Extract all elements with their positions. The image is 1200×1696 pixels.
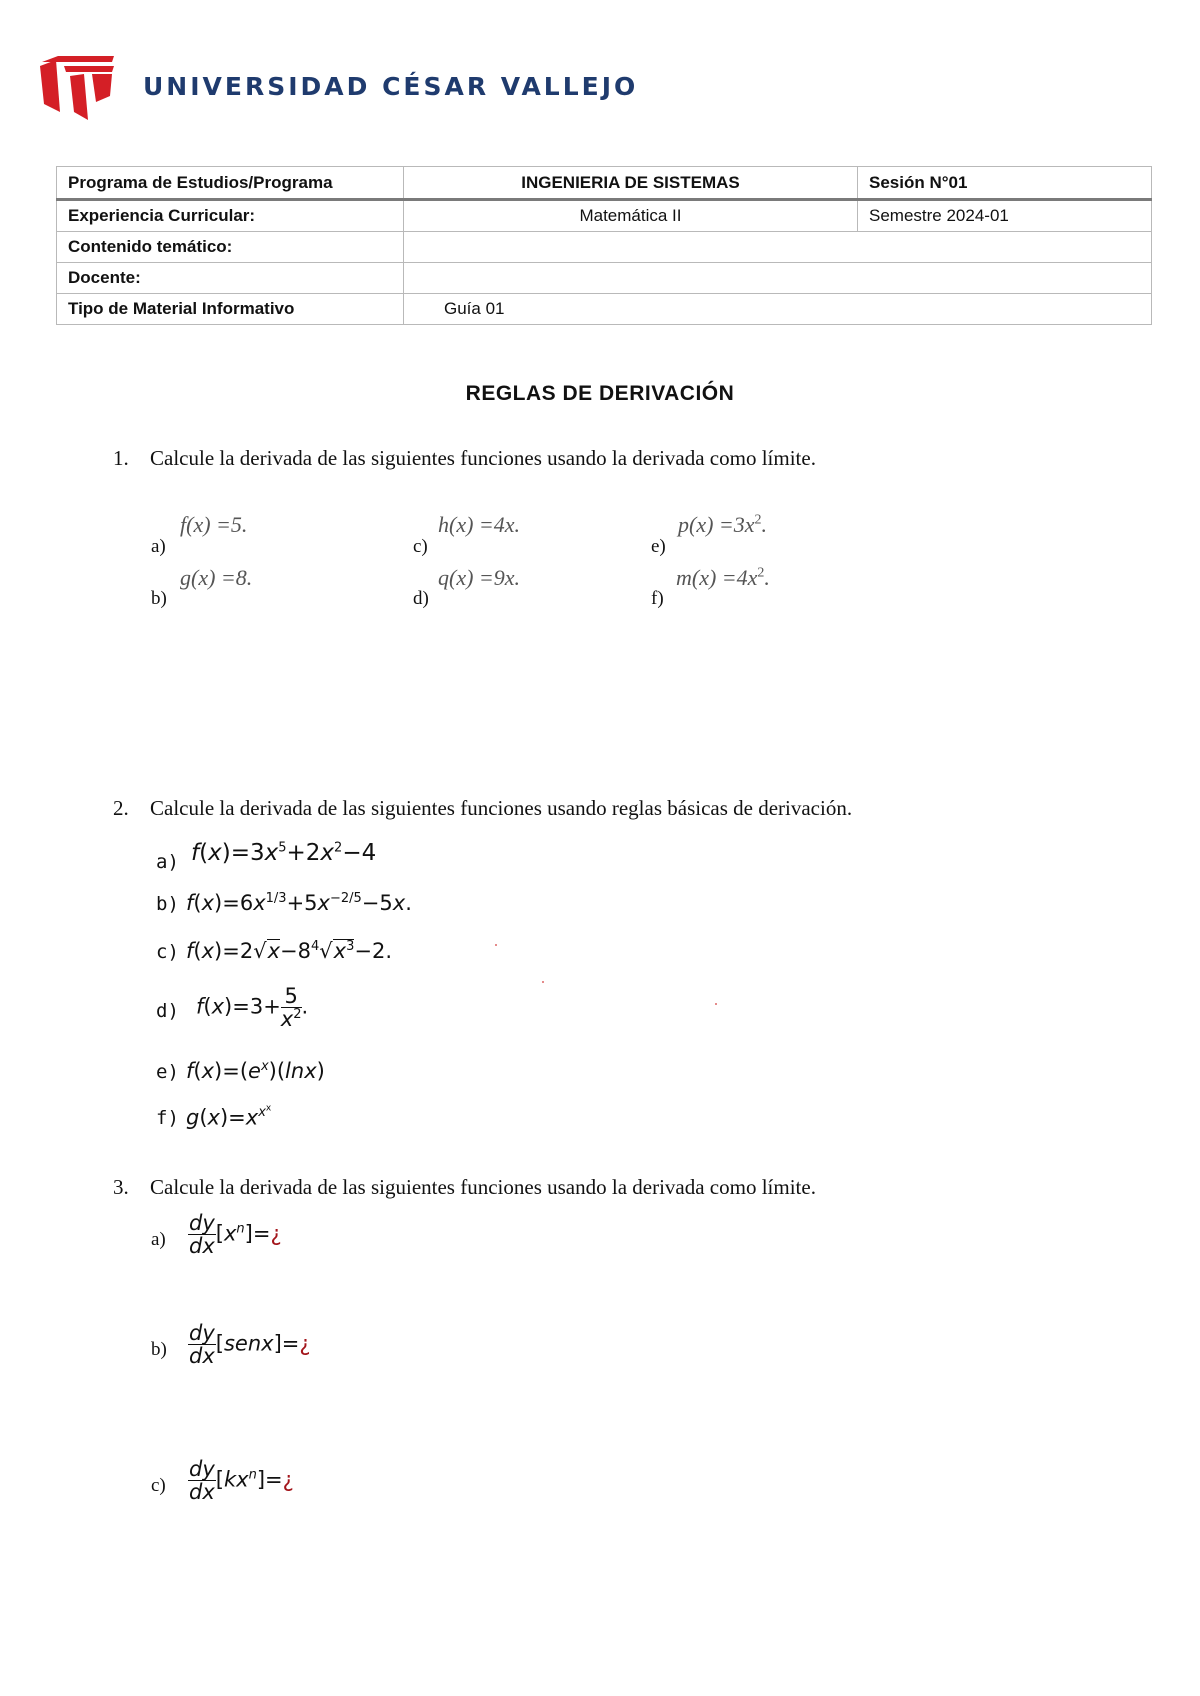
question-1 xyxy=(113,446,1013,472)
question-text: Calcule la derivada de las siguientes funciones usando la derivada como límite. xyxy=(150,446,816,470)
q2-label-b: b) xyxy=(156,893,179,915)
q2-label-d: d) xyxy=(156,1000,179,1022)
teacher-value xyxy=(404,263,1152,294)
course-value: Matemática II xyxy=(404,200,858,232)
question-text: Calcule la derivada de las siguientes funciones usando reglas básicas de derivación. xyxy=(150,796,853,820)
q1-label-b: b) xyxy=(151,588,167,609)
q2-expr-f: $g(x)=x^{x^x}$ xyxy=(186,1104,272,1130)
question-number: 1. xyxy=(113,446,129,470)
q1-label-d: d) xyxy=(413,588,429,609)
q2-label-f: f) xyxy=(156,1107,179,1129)
q3-expr-b: $\frac{dy}{dx}$ [senx]=¿ xyxy=(189,1321,311,1369)
question-text: Calcule la derivada de las siguientes funciones usando la derivada como límite. xyxy=(150,1175,816,1199)
red-dot xyxy=(495,944,497,946)
q2-expr-d: f(x)=3+ $\frac{5}{x^2}$ . xyxy=(196,984,309,1032)
q3-expr-c: $\frac{dy}{dx}$ $[kx^n]=¿$ xyxy=(189,1457,294,1505)
table-row xyxy=(57,200,1152,232)
question-2 xyxy=(113,796,1113,822)
q1-label-a: a) xyxy=(151,536,166,557)
q2-expr-c: $f(x)=2√x-8^4√x^3-2$. xyxy=(186,939,393,963)
red-dot xyxy=(542,981,544,983)
q3-label-c: c) xyxy=(151,1475,166,1496)
q1-label-e: e) xyxy=(651,536,666,557)
program-value: INGENIERIA DE SISTEMAS xyxy=(404,167,858,200)
teacher-label: Docente: xyxy=(57,263,404,294)
q1-expr-d: q(x) =9x. xyxy=(438,565,521,590)
table-row xyxy=(57,232,1152,263)
red-dot xyxy=(715,1003,717,1005)
q1-expr-c: h(x) =4x. xyxy=(438,512,521,537)
page-title: REGLAS DE DERIVACIÓN xyxy=(465,382,735,405)
content-value xyxy=(404,232,1152,263)
table-row xyxy=(57,294,1152,325)
q3-label-b: b) xyxy=(151,1339,167,1360)
question-number: 2. xyxy=(113,796,129,820)
material-value: Guía 01 xyxy=(404,294,1152,325)
content-label: Contenido temático: xyxy=(57,232,404,263)
course-info-table xyxy=(56,166,1152,325)
q1-label-f: f) xyxy=(651,588,664,609)
q1-expr-a: f(x) =5. xyxy=(180,512,248,537)
q3-label-a: a) xyxy=(151,1229,166,1250)
material-label: Tipo de Material Informativo xyxy=(57,294,404,325)
program-label: Programa de Estudios/Programa xyxy=(57,167,404,200)
session-number: Sesión N°01 xyxy=(858,167,1152,200)
semester-value: Semestre 2024-01 xyxy=(858,200,1152,232)
university-name: UNIVERSIDAD CÉSAR VALLEJO xyxy=(143,72,639,101)
q1-expr-b: g(x) =8. xyxy=(180,565,253,590)
q1-expr-f: $m(x) =4x^2$. xyxy=(676,565,770,590)
q2-expr-b: $f(x)=6x^{1/3}+5x^{-2/5}-5x$. xyxy=(186,891,412,915)
table-row xyxy=(57,167,1152,200)
q1-expr-e: $p(x) =3x^2$. xyxy=(678,512,768,537)
table-row xyxy=(57,263,1152,294)
q2-expr-a: $f(x)=3x^5+2x^2-4$ xyxy=(191,840,377,866)
q2-expr-e: $f(x)=(e^x)(\ln x)$ xyxy=(186,1059,325,1083)
university-logo xyxy=(40,52,136,120)
q2-label-a: a) xyxy=(156,851,179,873)
q3-expr-a: $\frac{dy}{dx}$ $[x^n]=¿$ xyxy=(189,1211,282,1259)
q1-label-c: c) xyxy=(413,536,428,557)
course-label: Experiencia Curricular: xyxy=(57,200,404,232)
question-number: 3. xyxy=(113,1175,129,1199)
question-3 xyxy=(113,1175,1013,1201)
q2-label-c: c) xyxy=(156,941,179,963)
q2-label-e: e) xyxy=(156,1061,179,1083)
